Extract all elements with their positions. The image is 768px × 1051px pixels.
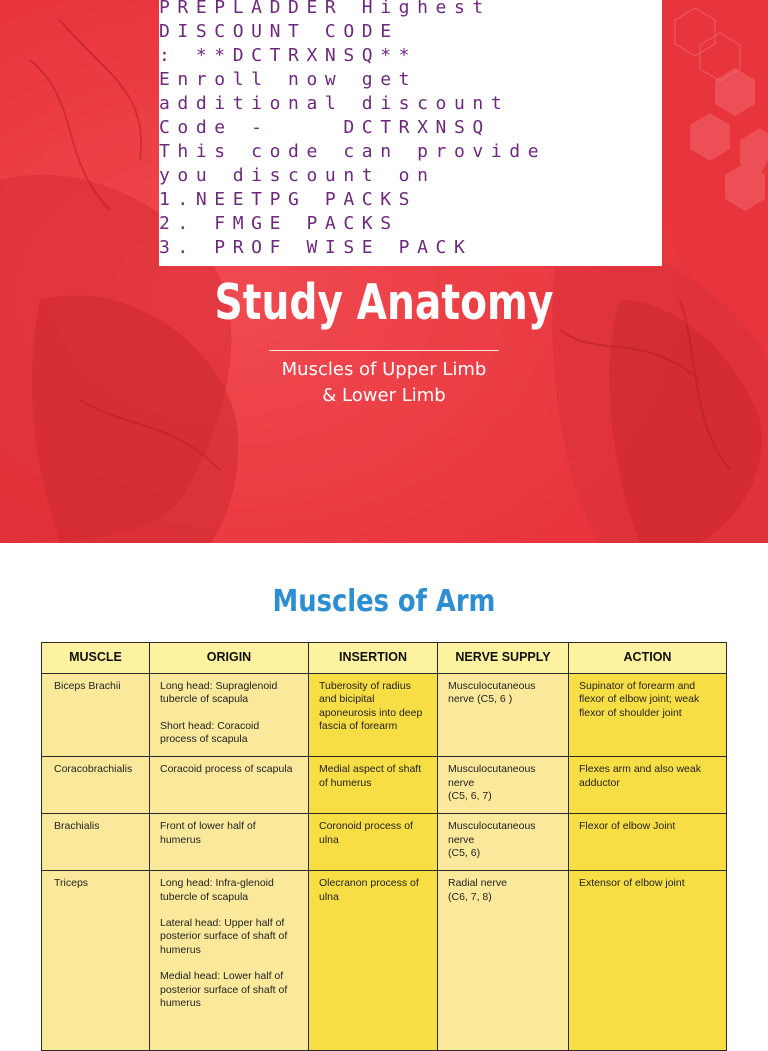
promo-code-box — [159, 0, 662, 266]
promo-line: additional discount — [159, 93, 510, 114]
muscle-cell: Biceps Brachii — [42, 674, 150, 757]
promo-line: Enroll now get — [159, 69, 418, 90]
column-header-nerve-supply: NERVE SUPPLY — [438, 643, 569, 674]
action-cell: Flexor of elbow Joint — [569, 814, 727, 871]
title-divider — [269, 350, 499, 351]
muscles-table — [41, 642, 727, 1051]
nerve-supply-cell: Musculocutaneous nerve (C5, 6 ) — [438, 674, 569, 757]
promo-line: This code can provide — [159, 141, 547, 162]
muscle-cell: Brachialis — [42, 814, 150, 871]
table-row — [42, 814, 727, 871]
promo-line: 1.NEETPG PACKS — [159, 189, 418, 210]
muscle-cell: Triceps — [42, 871, 150, 1051]
promo-line: PREPLADDER Highest — [159, 0, 491, 18]
insertion-cell: Olecranon process of ulna — [309, 871, 438, 1051]
nerve-supply-cell: Musculocutaneous nerve (C5, 6, 7) — [438, 757, 569, 814]
insertion-cell: Medial aspect of shaft of humerus — [309, 757, 438, 814]
action-cell: Flexes arm and also weak adductor — [569, 757, 727, 814]
page-title: Study Anatomy — [214, 274, 554, 331]
origin-cell: Coracoid process of scapula — [150, 757, 309, 814]
column-header-muscle: MUSCLE — [42, 643, 150, 674]
promo-line: 3. PROF WISE PACK — [159, 237, 473, 258]
section-heading: Muscles of Arm — [272, 584, 496, 619]
insertion-cell: Coronoid process of ulna — [309, 814, 438, 871]
column-header-origin: ORIGIN — [150, 643, 309, 674]
origin-cell: Front of lower half of humerus — [150, 814, 309, 871]
table-row — [42, 757, 727, 814]
origin-cell: Long head: Supraglenoid tubercle of scapula Short head: Coracoid process of scapula — [150, 674, 309, 757]
action-cell: Extensor of elbow joint — [569, 871, 727, 1051]
nerve-supply-cell: Radial nerve (C6, 7, 8) — [438, 871, 569, 1051]
subtitle-line: Muscles of Upper Limb — [281, 359, 487, 380]
promo-line: 2. FMGE PACKS — [159, 213, 399, 234]
column-header-insertion: INSERTION — [309, 643, 438, 674]
promo-line: DISCOUNT CODE — [159, 21, 399, 42]
muscle-cell: Coracobrachialis — [42, 757, 150, 814]
promo-line: Code - DCTRXNSQ — [159, 117, 491, 138]
column-header-action: ACTION — [569, 643, 727, 674]
subtitle-line: & Lower Limb — [322, 385, 446, 406]
origin-cell: Long head: Infra-glenoid tubercle of scapula Lateral head: Upper half of posterior surface of shaft of humerus Medial head: Lower half of posterior surface of shaft of humerus — [150, 871, 309, 1051]
table-header-row — [42, 643, 727, 674]
promo-line: : **DCTRXNSQ** — [159, 45, 418, 66]
nerve-supply-cell: Musculocutaneous nerve (C5, 6) — [438, 814, 569, 871]
action-cell: Supinator of forearm and flexor of elbow joint; weak flexor of shoulder joint — [569, 674, 727, 757]
table-row — [42, 674, 727, 757]
promo-line: you discount on — [159, 165, 436, 186]
insertion-cell: Tuberosity of radius and bicipital aponeurosis into deep fascia of forearm — [309, 674, 438, 757]
